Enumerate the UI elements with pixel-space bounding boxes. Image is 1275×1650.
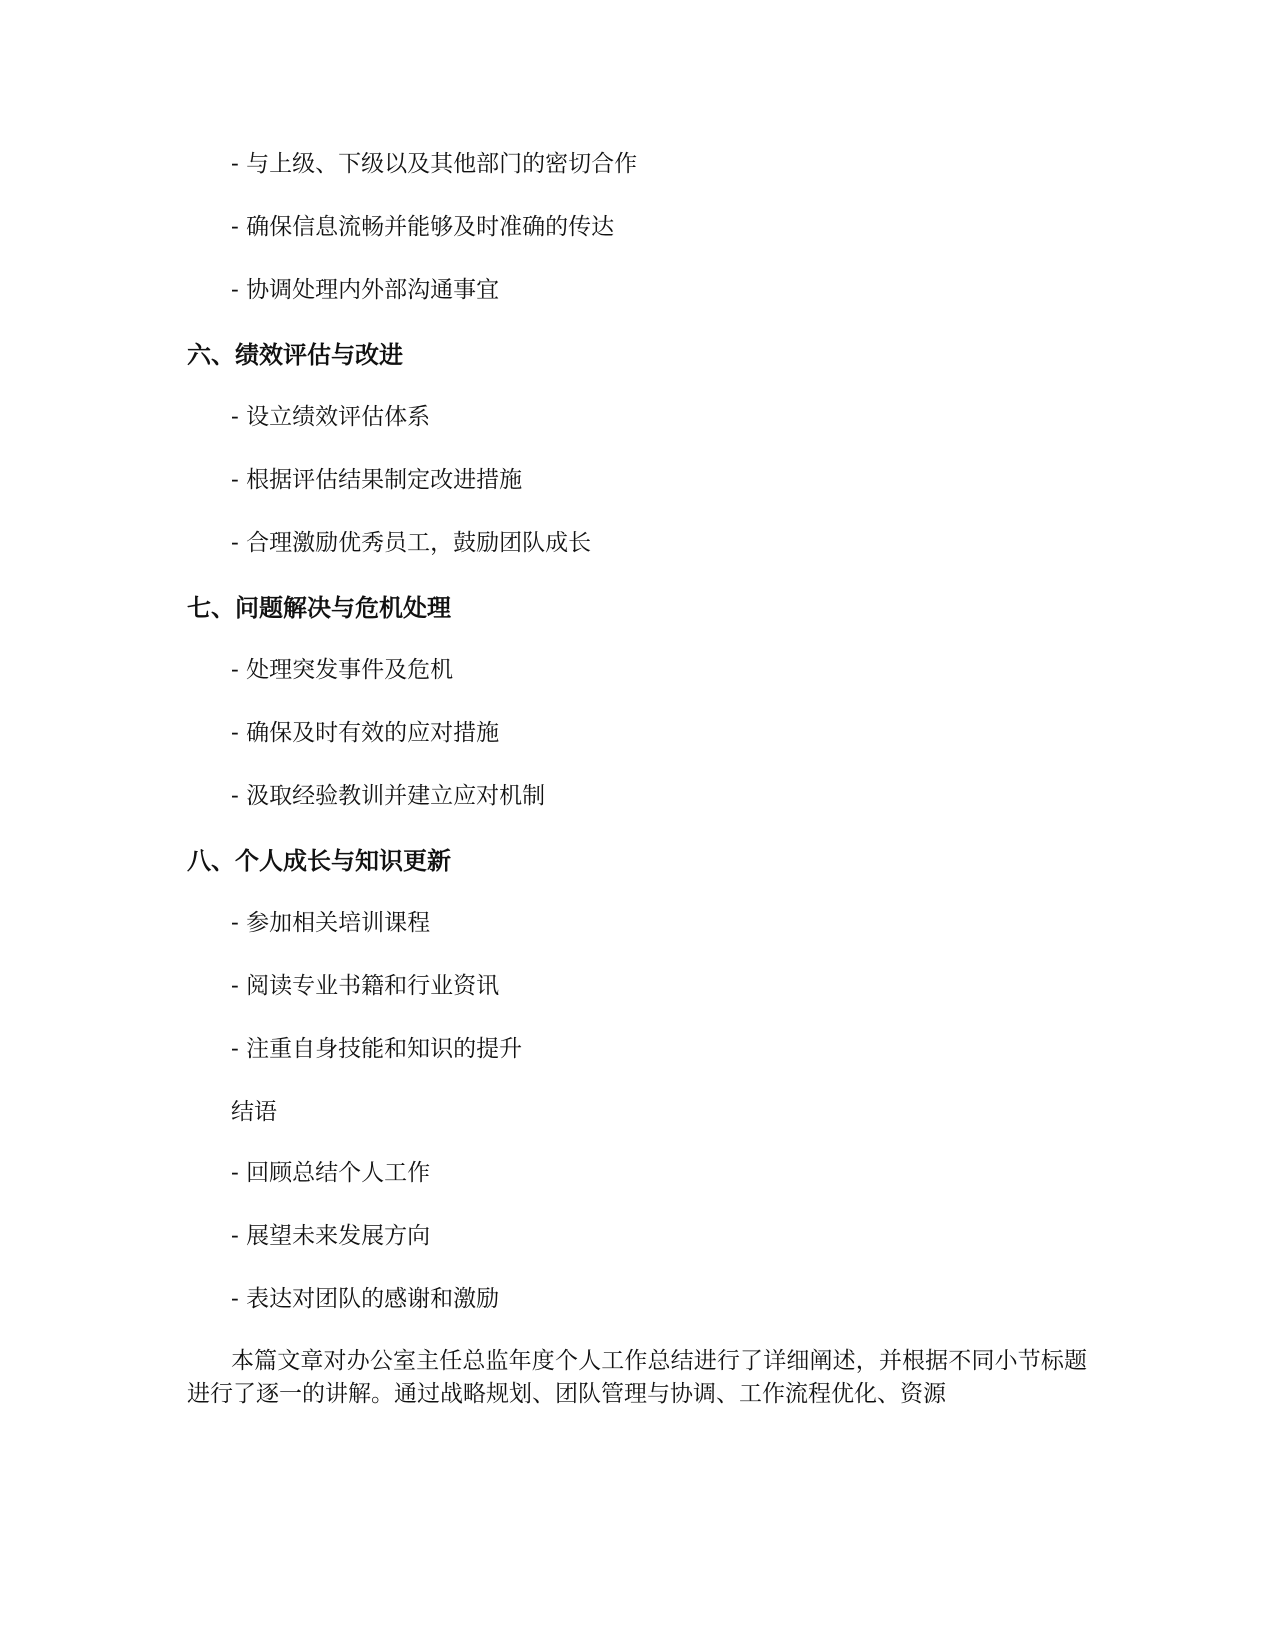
- summary-paragraph: 本篇文章对办公室主任总监年度个人工作总结进行了详细阐述，并根据不同小节标题进行了逐一的讲解。通过战略规划、团队管理与协调、工作流程优化、资源: [187, 1348, 1087, 1407]
- section-heading: 八、个人成长与知识更新: [187, 847, 451, 875]
- list-item: - 根据评估结果制定改进措施: [231, 467, 523, 493]
- list-item: - 参加相关培训课程: [231, 910, 431, 936]
- list-item: - 合理激励优秀员工，鼓励团队成长: [231, 530, 592, 556]
- list-item: - 注重自身技能和知识的提升: [231, 1036, 523, 1062]
- list-item: - 阅读专业书籍和行业资讯: [231, 973, 500, 999]
- list-item: - 汲取经验教训并建立应对机制: [231, 783, 546, 809]
- list-item: - 表达对团队的感谢和激励: [231, 1286, 500, 1312]
- list-item: - 展望未来发展方向: [231, 1223, 431, 1249]
- list-item: - 协调处理内外部沟通事宜: [231, 277, 500, 303]
- conclusion-title: 结语: [231, 1099, 277, 1125]
- list-item: - 确保信息流畅并能够及时准确的传达: [231, 214, 615, 240]
- section-heading: 七、问题解决与危机处理: [187, 594, 451, 622]
- list-item: - 回顾总结个人工作: [231, 1160, 431, 1186]
- list-item: - 处理突发事件及危机: [231, 657, 454, 683]
- section-heading: 六、绩效评估与改进: [187, 341, 403, 369]
- list-item: - 确保及时有效的应对措施: [231, 720, 500, 746]
- list-item: - 与上级、下级以及其他部门的密切合作: [231, 151, 638, 177]
- list-item: - 设立绩效评估体系: [231, 404, 431, 430]
